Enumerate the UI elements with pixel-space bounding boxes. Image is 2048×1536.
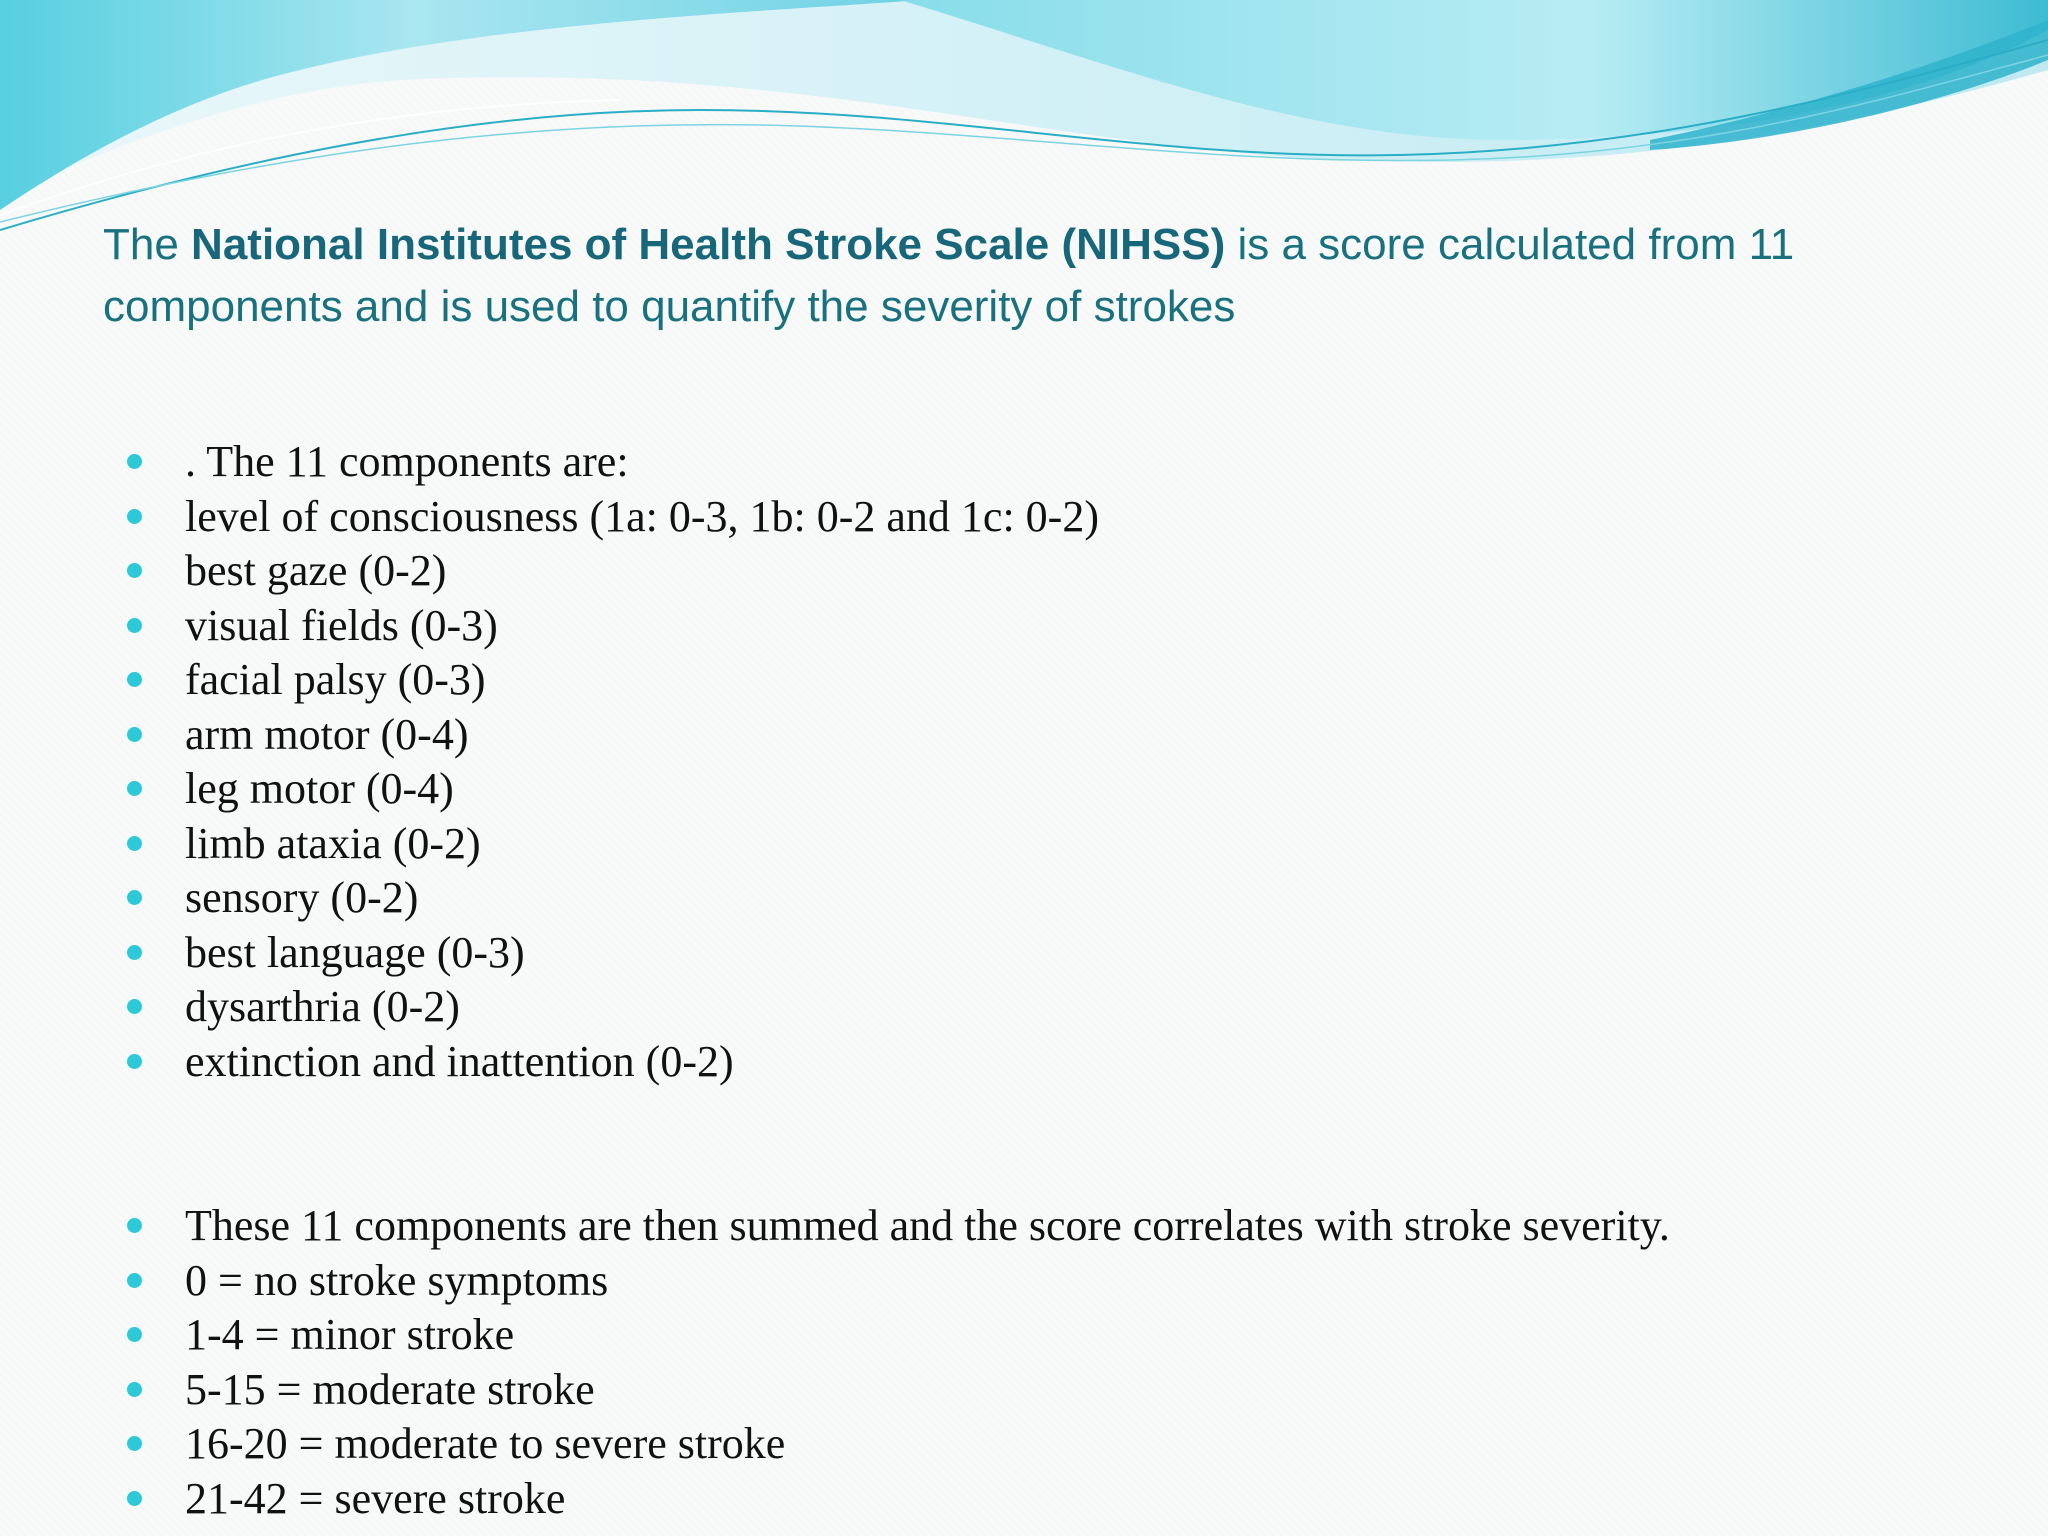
list-item xyxy=(124,817,2004,872)
components-list xyxy=(124,435,2004,1089)
list-item xyxy=(124,1308,2004,1363)
list-item-text: . The 11 components are: xyxy=(185,437,629,486)
bullet-icon xyxy=(127,1273,142,1288)
list-item-text: 0 = no stroke symptoms xyxy=(185,1255,609,1305)
slide-heading xyxy=(103,214,1923,338)
list-item xyxy=(124,599,2004,654)
list-item-text: facial palsy (0-3) xyxy=(185,655,486,704)
list-item-text: 16-20 = moderate to severe stroke xyxy=(185,1419,786,1468)
list-item-text: 5-15 = moderate stroke xyxy=(185,1364,595,1414)
list-item-text: limb ataxia (0-2) xyxy=(185,818,481,868)
bullet-icon xyxy=(127,1491,142,1506)
list-item-text: dysarthria (0-2) xyxy=(185,982,460,1031)
list-item xyxy=(124,653,2004,708)
severity-list xyxy=(124,1199,2004,1526)
list-item xyxy=(124,1472,2004,1527)
list-item-text: visual fields (0-3) xyxy=(185,600,498,650)
list-item-text: 1-4 = minor stroke xyxy=(185,1310,515,1359)
list-item-text: These 11 components are then summed and the score correlates with stroke severity. xyxy=(185,1201,1670,1250)
list-item xyxy=(124,435,2004,490)
list-item-text: arm motor (0-4) xyxy=(185,709,469,759)
bullet-icon xyxy=(127,1382,142,1397)
list-item xyxy=(124,1417,2004,1472)
bullet-icon xyxy=(127,945,142,960)
bullet-icon xyxy=(127,727,142,742)
bullet-icon xyxy=(127,563,142,578)
list-item-text: best language (0-3) xyxy=(185,927,525,977)
list-item-text: sensory (0-2) xyxy=(185,873,419,922)
list-item xyxy=(124,926,2004,981)
bullet-icon xyxy=(127,781,142,796)
bullet-icon xyxy=(127,1436,142,1451)
header-wave-decoration xyxy=(0,0,2048,240)
heading-emphasis: National Institutes of Health Stroke Scale (NIHSS) xyxy=(191,220,1226,269)
bullet-icon xyxy=(127,454,142,469)
list-item xyxy=(124,1363,2004,1418)
list-item xyxy=(124,490,2004,545)
bullet-icon xyxy=(127,1218,142,1233)
bullet-icon xyxy=(127,836,142,851)
heading-suffix: is a score calculated from 11 components and is used to quantify the severity of strokes xyxy=(103,220,1795,331)
list-item xyxy=(124,1254,2004,1309)
bullet-icon xyxy=(127,1327,142,1342)
list-item xyxy=(124,708,2004,763)
list-item xyxy=(124,871,2004,926)
bullet-icon xyxy=(127,1054,142,1069)
bullet-icon xyxy=(127,672,142,687)
list-item-text: 21-42 = severe stroke xyxy=(185,1473,566,1523)
bullet-icon xyxy=(127,999,142,1014)
bullet-icon xyxy=(127,890,142,905)
list-item-text: level of consciousness (1a: 0-3, 1b: 0-2 and 1c: 0-2) xyxy=(185,491,1099,541)
list-item xyxy=(124,1035,2004,1090)
list-item-text: extinction and inattention (0-2) xyxy=(185,1036,734,1086)
bullet-icon xyxy=(127,509,142,524)
list-item xyxy=(124,980,2004,1035)
heading-prefix: The xyxy=(103,220,192,269)
list-item-text: best gaze (0-2) xyxy=(185,546,447,595)
list-item xyxy=(124,1199,2004,1254)
list-item xyxy=(124,544,2004,599)
list-item xyxy=(124,762,2004,817)
bullet-icon xyxy=(127,618,142,633)
list-item-text: leg motor (0-4) xyxy=(185,764,454,813)
